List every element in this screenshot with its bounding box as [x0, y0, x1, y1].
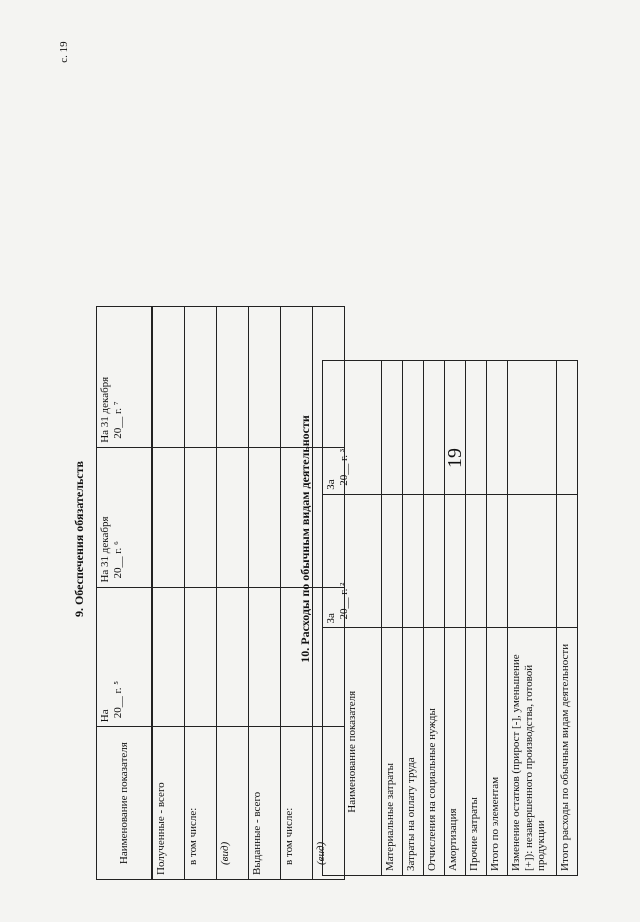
row-label: в том числе: [281, 727, 313, 880]
table-row [403, 361, 424, 876]
table-cell [424, 361, 445, 495]
row-label: Полученные - всего [152, 727, 185, 880]
page-corner-label: с. 19 [58, 41, 70, 63]
table-cell [152, 447, 185, 587]
ordinary-expenses-table [322, 360, 578, 876]
table-cell [249, 447, 281, 587]
table-cell [557, 494, 578, 628]
table-cell [557, 361, 578, 495]
table-cell [382, 361, 403, 495]
column-header [323, 494, 382, 628]
table-row [185, 307, 217, 880]
table-header-row [323, 361, 382, 876]
table-row [217, 307, 249, 880]
table-cell [185, 307, 217, 448]
table-cell [403, 494, 424, 628]
table-cell [508, 494, 557, 628]
table-cell [466, 361, 487, 495]
column-header-top: На 31 декабря [99, 376, 111, 443]
column-header [97, 307, 153, 448]
row-label: (вид) [217, 727, 249, 880]
table-row [249, 307, 281, 880]
row-label: Материальные затраты [382, 628, 403, 876]
column-header-bottom: 20__ г. ² [337, 582, 350, 620]
column-header-top: За [325, 613, 337, 624]
table-row [152, 307, 185, 880]
table-row [466, 361, 487, 876]
row-label: в том числе: [185, 727, 217, 880]
table-header-row [97, 307, 153, 880]
table-row [445, 361, 466, 876]
table-row [487, 361, 508, 876]
column-header: Наименование показателя [97, 727, 153, 880]
table-cell [185, 447, 217, 587]
table-row [557, 361, 578, 876]
table-cell [445, 361, 466, 495]
column-header-bottom: 20__ г. ⁷ [111, 401, 124, 439]
column-header-top: За [325, 479, 337, 490]
row-label: (вид) [313, 727, 345, 880]
table-cell [152, 307, 185, 448]
table-cell [249, 307, 281, 448]
table-cell [217, 587, 249, 727]
table-cell [466, 494, 487, 628]
row-label: Прочие затраты [466, 628, 487, 876]
column-header-bottom: 20__ г. ³ [337, 448, 350, 486]
row-label: Итого по элементам [487, 628, 508, 876]
table-cell [217, 307, 249, 448]
table-cell [217, 447, 249, 587]
row-label: Выданные - всего [249, 727, 281, 880]
table-cell [382, 494, 403, 628]
column-header [97, 587, 153, 727]
table-row [424, 361, 445, 876]
column-header-top: На [99, 709, 111, 723]
table-cell [424, 494, 445, 628]
table-cell [152, 587, 185, 727]
table-cell [508, 361, 557, 495]
table-cell [445, 494, 466, 628]
section-9-title: 9. Обеспечения обязательств [72, 460, 86, 618]
table-row [382, 361, 403, 876]
table-cell [487, 361, 508, 495]
table-cell [403, 361, 424, 495]
section-10-title: 10. Расходы по обычным видам деятельности [298, 415, 312, 663]
row-label: Итого расходы по обычным видам деятельности [557, 628, 578, 876]
column-header [323, 361, 382, 495]
table-cell [487, 494, 508, 628]
table-cell [249, 587, 281, 727]
row-label: Изменение остатков (прирост [-], уменьшение [+]): незавершенного производства, готовой продукции [508, 628, 557, 876]
row-label: Отчисления на социальные нужды [424, 628, 445, 876]
column-header-bottom: 20__ г. ⁶ [111, 541, 124, 579]
row-label: Амортизация [445, 628, 466, 876]
column-header: Наименование показателя [323, 628, 382, 876]
column-header [97, 447, 153, 587]
row-label: Затраты на оплату труда [403, 628, 424, 876]
column-header-top: На 31 декабря [99, 516, 111, 583]
table-row [508, 361, 557, 876]
table-cell [185, 587, 217, 727]
column-header-bottom: 20__ г. ⁵ [111, 680, 124, 719]
page-number: 19 [444, 448, 466, 468]
